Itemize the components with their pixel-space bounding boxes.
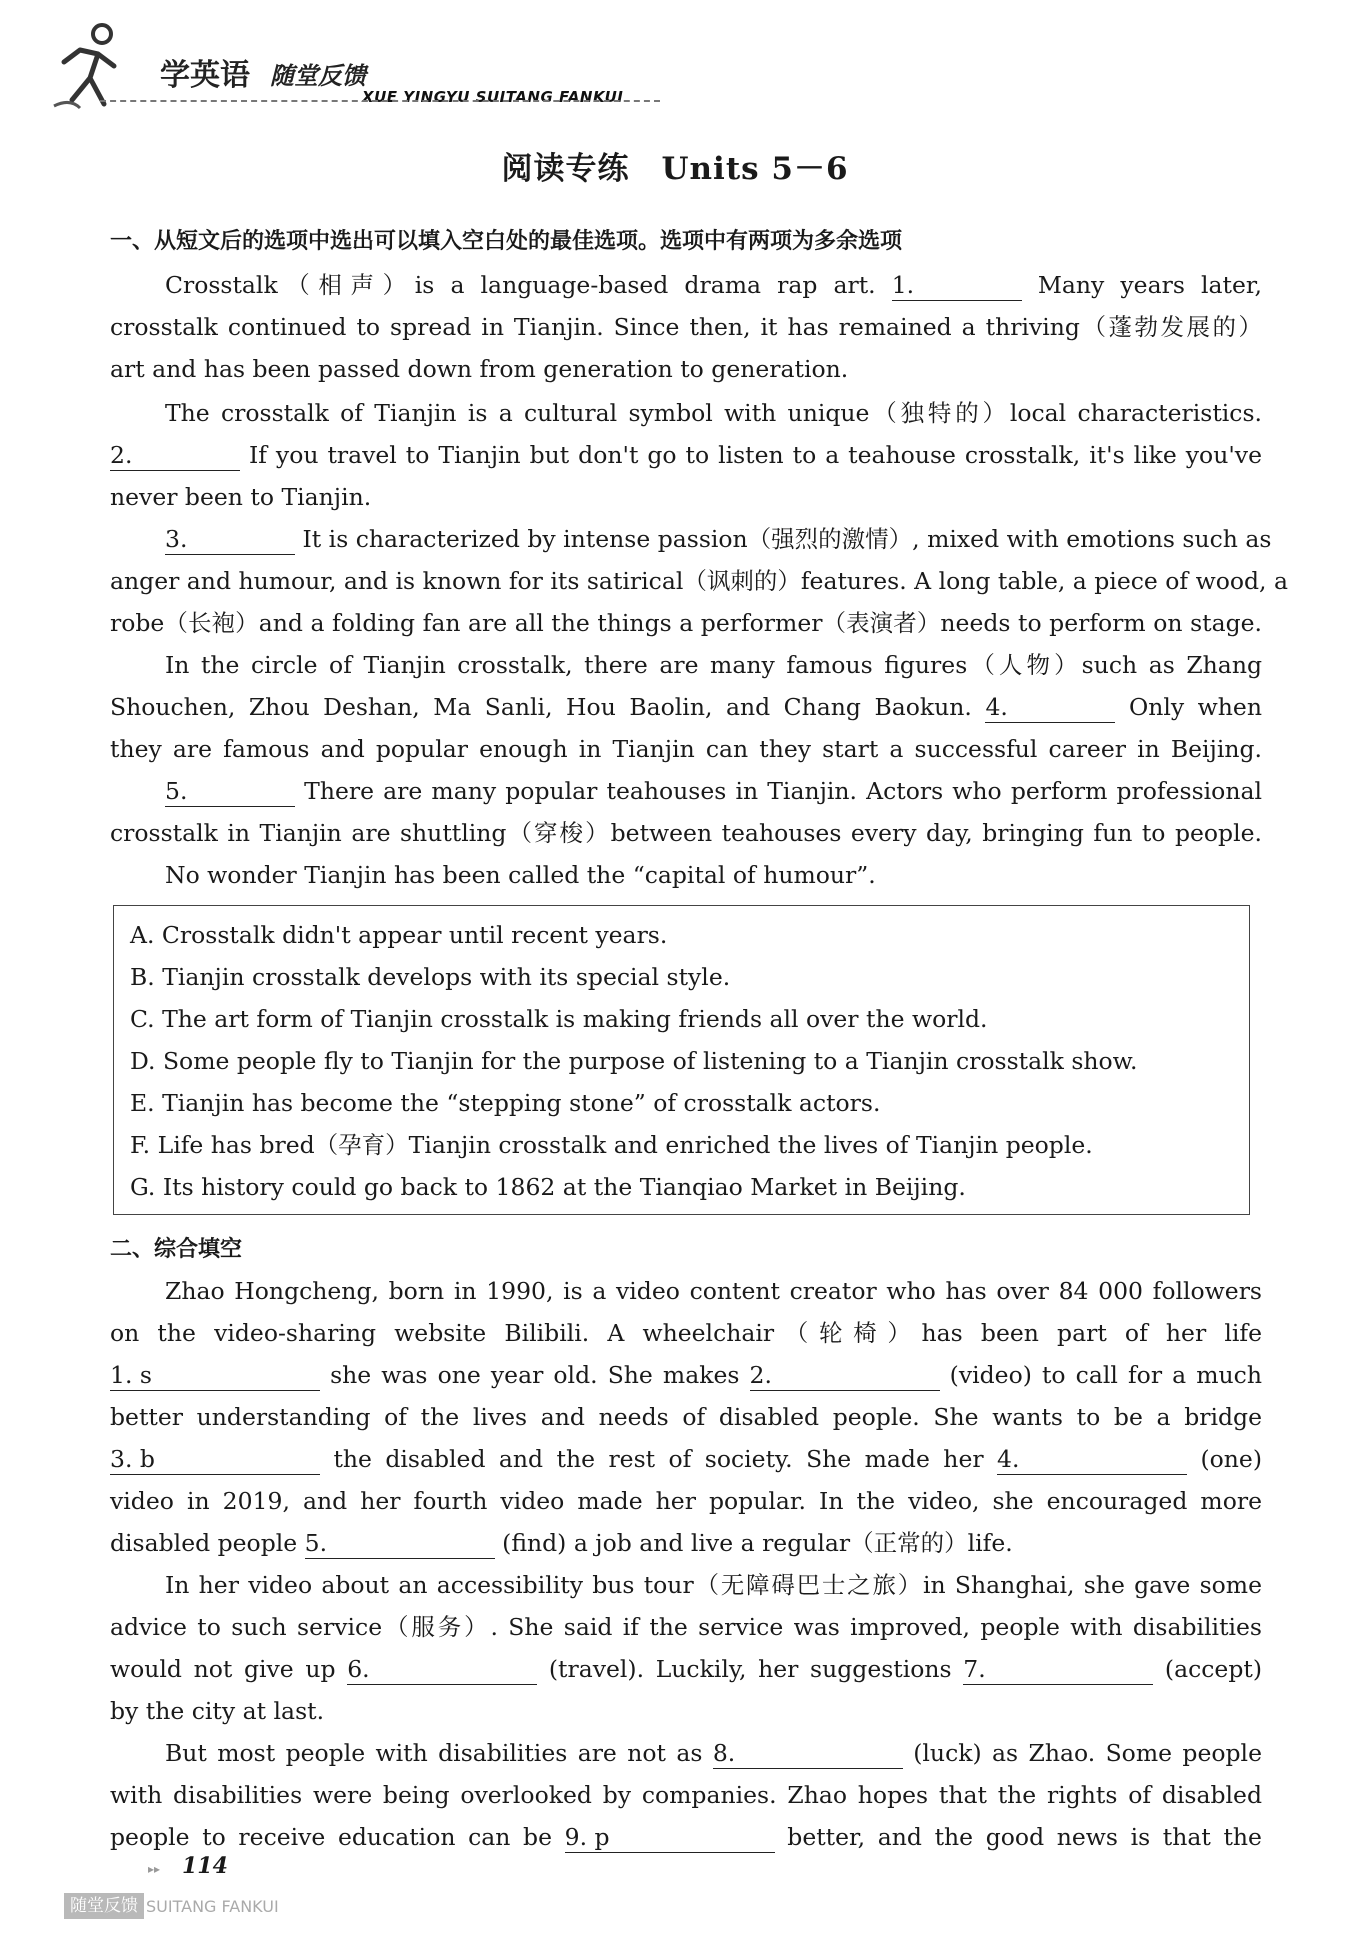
page-number: 114 <box>182 1853 228 1879</box>
passage-line: 1. s she was one year old. She makes 2. (video) to call for a much <box>110 1361 1262 1389</box>
passage-line: 3. b the disabled and the rest of society. She made her 4. (one) <box>110 1445 1262 1473</box>
passage-line: crosstalk continued to spread in Tianjin. Since then, it has remained a thriving（蓬勃发展的） <box>110 313 1262 341</box>
option-item: D. Some people fly to Tianjin for the purpose of listening to a Tianjin crosstalk show. <box>130 1047 1138 1075</box>
passage-line: art and has been passed down from generation to generation. <box>110 355 849 383</box>
option-item: B. Tianjin crosstalk develops with its special style. <box>130 963 731 991</box>
footer-label: 随堂反馈 <box>64 1893 144 1919</box>
answer-blank[interactable]: 4. <box>985 692 1115 723</box>
answer-blank[interactable]: 2. <box>110 440 240 471</box>
answer-blank[interactable]: 7. <box>963 1654 1153 1685</box>
passage-line: on the video-sharing website Bilibili. A wheelchair（轮椅）has been part of her life <box>110 1319 1262 1347</box>
passage-line: advice to such service（服务）. She said if the service was improved, people with disabilities <box>110 1613 1262 1641</box>
footer-arrows-icon: ▸▸ <box>148 1862 161 1876</box>
passage-line: The crosstalk of Tianjin is a cultural symbol with unique（独特的）local characteristics. <box>165 399 1262 427</box>
option-item: E. Tianjin has become the “stepping stone” of crosstalk actors. <box>130 1089 881 1117</box>
option-item: F. Life has bred（孕育）Tianjin crosstalk and enriched the lives of Tianjin people. <box>130 1131 1093 1159</box>
section1-heading: 一、从短文后的选项中选出可以填入空白处的最佳选项。选项中有两项为多余选项 <box>110 229 903 254</box>
answer-blank[interactable]: 9. p <box>565 1822 775 1853</box>
passage-line: Crosstalk（相声）is a language-based drama rap art. 1. Many years later, <box>165 271 1262 299</box>
option-item: C. The art form of Tianjin crosstalk is making friends all over the world. <box>130 1005 988 1033</box>
header-subtitle: 随堂反馈 <box>270 62 366 90</box>
passage-line: 3. It is characterized by intense passion（强烈的激情）, mixed with emotions such as <box>165 525 1272 553</box>
passage-line: Zhao Hongcheng, born in 1990, is a video content creator who has over 84 000 followers <box>165 1277 1262 1305</box>
page-title: 阅读专练 Units 5－6 <box>501 151 849 187</box>
passage-line: they are famous and popular enough in Tianjin can they start a successful career in Beijing. <box>110 735 1262 763</box>
answer-blank[interactable]: 6. <box>347 1654 537 1685</box>
header-divider <box>100 100 660 102</box>
answer-blank[interactable]: 3. <box>165 524 295 555</box>
passage-line: No wonder Tianjin has been called the “capital of humour”. <box>165 861 876 889</box>
answer-blank[interactable]: 4. <box>997 1444 1187 1475</box>
passage-line: never been to Tianjin. <box>110 483 372 511</box>
passage-line: by the city at last. <box>110 1697 325 1725</box>
passage-line: In the circle of Tianjin crosstalk, there are many famous figures（人物）such as Zhang <box>165 651 1262 679</box>
passage-line: disabled people 5. (find) a job and live a regular（正常的）life. <box>110 1529 1013 1557</box>
passage-line: anger and humour, and is known for its satirical（讽刺的）features. A long table, a piece of wood, a <box>110 567 1288 595</box>
passage-line: with disabilities were being overlooked by companies. Zhao hopes that the rights of disabled <box>110 1781 1262 1809</box>
answer-blank[interactable]: 5. <box>165 776 295 807</box>
passage-line: crosstalk in Tianjin are shuttling（穿梭）between teahouses every day, bringing fun to people. <box>110 819 1262 847</box>
passage-line: video in 2019, and her fourth video made her popular. In the video, she encouraged more <box>110 1487 1262 1515</box>
passage-line: 2. If you travel to Tianjin but don't go to listen to a teahouse crosstalk, it's like you've <box>110 441 1262 469</box>
option-item: A. Crosstalk didn't appear until recent years. <box>130 921 668 949</box>
answer-blank[interactable]: 1. s <box>110 1360 320 1391</box>
passage-line: In her video about an accessibility bus tour（无障碍巴士之旅）in Shanghai, she gave some <box>165 1571 1262 1599</box>
passage-line: people to receive education can be 9. p better, and the good news is that the <box>110 1823 1262 1851</box>
passage-line: 5. There are many popular teahouses in Tianjin. Actors who perform professional <box>165 777 1262 805</box>
passage-line: But most people with disabilities are not as 8. (luck) as Zhao. Some people <box>165 1739 1262 1767</box>
passage-line: would not give up 6. (travel). Luckily, her suggestions 7. (accept) <box>110 1655 1262 1683</box>
answer-blank[interactable]: 3. b <box>110 1444 320 1475</box>
passage-line: better understanding of the lives and needs of disabled people. She wants to be a bridge <box>110 1403 1262 1431</box>
answer-blank[interactable]: 5. <box>305 1528 495 1559</box>
section2-heading: 二、综合填空 <box>110 1237 243 1262</box>
footer-label-pinyin: SUITANG FANKUI <box>146 1897 279 1916</box>
passage-line: robe（长袍）and a folding fan are all the things a performer（表演者）needs to perform on stage. <box>110 609 1262 637</box>
answer-blank[interactable]: 8. <box>713 1738 903 1769</box>
header-title: 学英语 <box>160 58 250 93</box>
option-item: G. Its history could go back to 1862 at the Tianqiao Market in Beijing. <box>130 1173 966 1201</box>
answer-blank[interactable]: 2. <box>750 1360 940 1391</box>
header-pinyin: XUE YINGYU SUITANG FANKUI <box>362 88 624 106</box>
passage-line: Shouchen, Zhou Deshan, Ma Sanli, Hou Baolin, and Chang Baokun. 4. Only when <box>110 693 1262 721</box>
answer-blank[interactable]: 1. <box>892 270 1022 301</box>
